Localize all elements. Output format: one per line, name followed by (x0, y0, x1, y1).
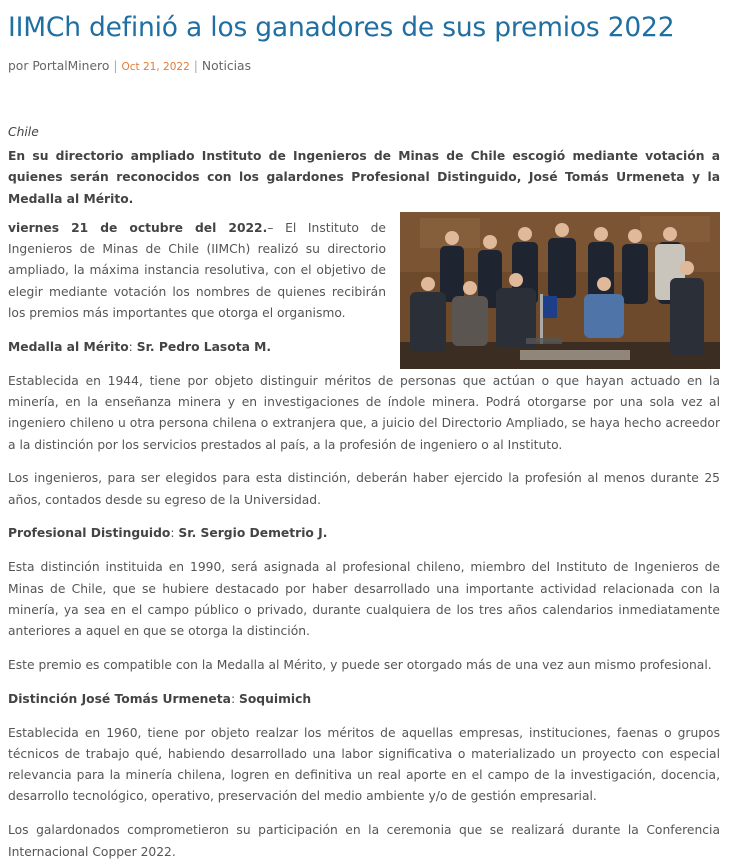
publish-date: Oct 21, 2022 (121, 61, 190, 73)
award-heading (8, 689, 720, 710)
article-title: IIMCh definió a los ganadores de sus premios 2022 (8, 12, 675, 43)
author-link[interactable]: PortalMinero (32, 59, 110, 73)
category-link[interactable]: Noticias (201, 59, 251, 73)
award-label-separator: : (230, 691, 239, 706)
group-photo (400, 212, 720, 369)
award-winner: Sr. Pedro Lasota M. (136, 339, 272, 354)
meta-by-prefix: por (8, 59, 29, 73)
intro-text: – El Instituto de Ingenieros de Minas de Chile (IIMCh) realizó su directorio ampliado, la máxima instancia resolutiva, con el objetivo de elegir mediante votación los nombres de quienes recibirán los premios más importantes que otorga el organismo. (8, 220, 386, 321)
award-name: Medalla al Mérito (8, 339, 129, 354)
meta-separator: | (113, 59, 118, 73)
article-lead: En su directorio ampliado Instituto de Ingenieros de Minas de Chile escogió mediante votación a quienes serán reconocidos con los galardones Profesional Distinguido, José Tomás Urmeneta y la Medalla al Mérito. (8, 149, 720, 206)
award-winner: Sr. Sergio Demetrio J. (178, 526, 328, 541)
award-paragraph: Establecida en 1944, tiene por objeto distinguir méritos de personas que actúan o que hayan actuado en la minería, en la enseñanza minera y en investigaciones de índole minera. Podrá otorgarse por una sola vez al ingeniero chileno u otra persona chilena o extranjera que, a juicio del Directorio Ampliado, se haya hecho acreedor a la distinción por los servicios prestados al país, a la profesión de ingeniero o al Instituto. (8, 373, 720, 452)
award-paragraph: Los galardonados comprometieron su participación en la ceremonia que se realizará durante la Conferencia Internacional Copper 2022. (8, 823, 720, 859)
article-body (8, 122, 720, 863)
award-label-separator: : (170, 526, 179, 541)
meta-separator: | (193, 59, 198, 73)
award-winner: Soquimich (239, 691, 312, 706)
award-paragraph: Los ingenieros, para ser elegidos para esta distinción, deberán haber ejercido la profesión al menos durante 25 años, contados desde su egreso de la Universidad. (8, 471, 720, 507)
award-name: Distinción José Tomás Urmeneta (8, 691, 231, 706)
award-label-separator: : (128, 339, 137, 354)
award-paragraph: Establecida en 1960, tiene por objeto realzar los méritos de aquellas empresas, instituciones, faenas o grupos técnicos de trabajo qué, habiendo desarrollado una labor significativa o materializado un proyecto con especial relevancia para la minería chilena, logren en definitiva un real aporte en el campo de la investigación, docencia, desarrollo tecnológico, operativo, preservación del medio ambiente y/o de gestión empresarial. (8, 725, 720, 804)
award-name: Profesional Distinguido (8, 526, 171, 541)
award-paragraph: Este premio es compatible con la Medalla al Mérito, y puede ser otorgado más de una vez aun mismo profesional. (8, 657, 712, 672)
award-paragraph: Esta distinción instituida en 1990, será asignada al profesional chileno, miembro del Instituto de Ingenieros de Minas de Chile, que se hubiere destacado por haber desarrollado una importante actividad relacionada con la minería, ya sea en el campo público o privado, durante cualquiera de los tres años calendarios inmediatamente anteriores a aquel en que se otorga la distinción. (8, 560, 720, 639)
article-meta (8, 58, 720, 75)
award-heading (8, 523, 720, 544)
group-photo-image (400, 212, 720, 369)
intro-date: viernes 21 de octubre del 2022. (8, 220, 268, 235)
location-label: Chile (8, 125, 39, 139)
